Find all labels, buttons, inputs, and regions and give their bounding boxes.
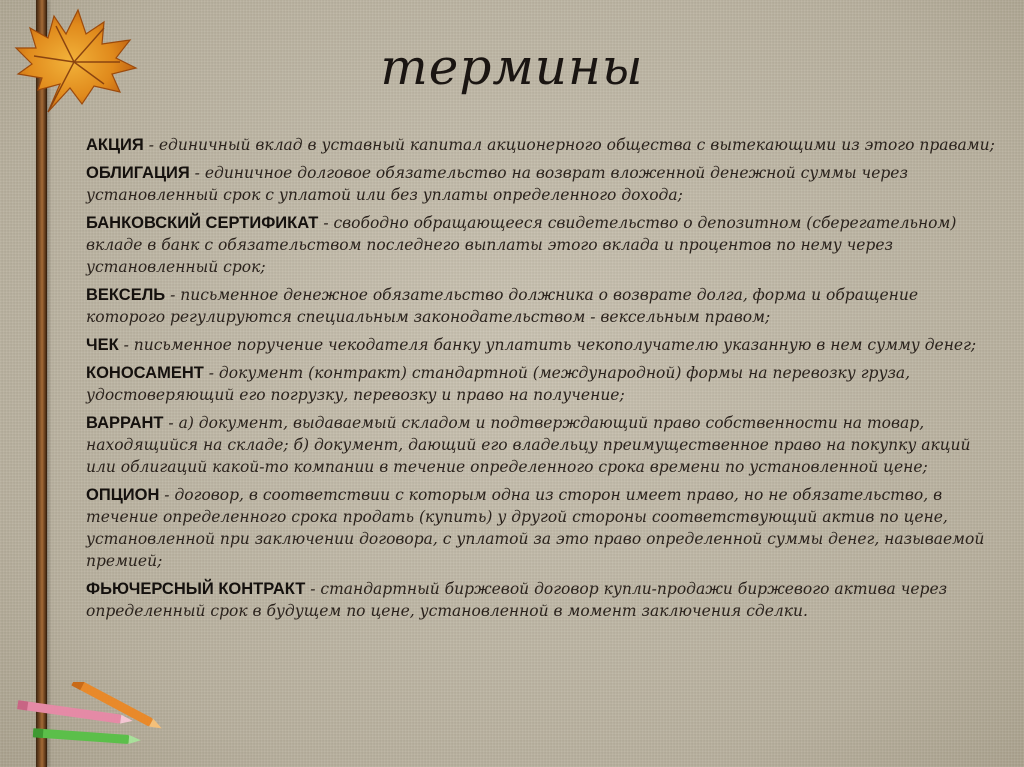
term-definition: - письменное денежное обязательство должника о возврате долга, форма и обращение которого регулируются специальным законодательством - вексельным правом; <box>86 286 919 326</box>
terms-list <box>86 134 998 628</box>
term-name: ФЬЮЧЕРСНЫЙ КОНТРАКТ <box>86 580 306 598</box>
term-name: ВЕКСЕЛЬ <box>86 286 166 304</box>
term-name: ОПЦИОН <box>86 486 160 504</box>
term-name: ЧЕК <box>86 336 119 354</box>
term-name: ОБЛИГАЦИЯ <box>86 164 190 182</box>
term-item <box>86 212 998 278</box>
term-definition: - единичный вклад в уставный капитал акционерного общества с вытекающими из этого правами; <box>143 136 995 154</box>
term-name: КОНОСАМЕНТ <box>86 364 204 382</box>
term-definition: - договор, в соответствии с которым одна из сторон имеет право, но не обязательство, в течение определенного срока продать (купить) у другой стороны соответствующий актив по цене, установленной при заключении договора, с уплатой за это право определенной суммы денег, называемой премией; <box>86 486 985 570</box>
term-definition: - свободно обращающееся свидетельство о депозитном (сберегательном) вкладе в банк с обязательством последнего выплаты этого вклада и процентов по нему через установленный срок; <box>86 214 957 276</box>
term-name: АКЦИЯ <box>86 136 144 154</box>
term-name: БАНКОВСКИЙ СЕРТИФИКАТ <box>86 214 319 232</box>
term-definition: - единичное долговое обязательство на возврат вложенной денежной суммы через установленный срок с уплатой или без уплаты определенного дохода; <box>86 164 908 204</box>
term-definition: - стандартный биржевой договор купли-продажи биржевого актива через определенный срок в будущем по цене, установленной в момент заключения сделки. <box>86 580 948 620</box>
term-item <box>86 334 998 356</box>
term-item <box>86 578 998 622</box>
term-item <box>86 412 998 478</box>
term-item <box>86 284 998 328</box>
term-item <box>86 484 998 572</box>
term-definition: - письменное поручение чекодателя банку уплатить чекополучателю указанную в нем сумму денег; <box>118 336 977 354</box>
term-name: ВАРРАНТ <box>86 414 164 432</box>
term-item <box>86 162 998 206</box>
page-title: термины <box>380 38 644 96</box>
crayons-icon <box>12 682 162 762</box>
term-item <box>86 362 998 406</box>
term-definition: - документ (контракт) стандартной (международной) формы на перевозку груза, удостоверяющий его погрузку, перевозку и право на получение; <box>86 364 911 404</box>
term-item <box>86 134 998 156</box>
term-definition: - а) документ, выдаваемый складом и подтверждающий право собственности на товар, находящийся на складе; б) документ, дающий его владельцу преимущественное право на покупку акций или облигаций какой-то компании в течение определенного срока времени по установленной цене; <box>86 414 971 476</box>
